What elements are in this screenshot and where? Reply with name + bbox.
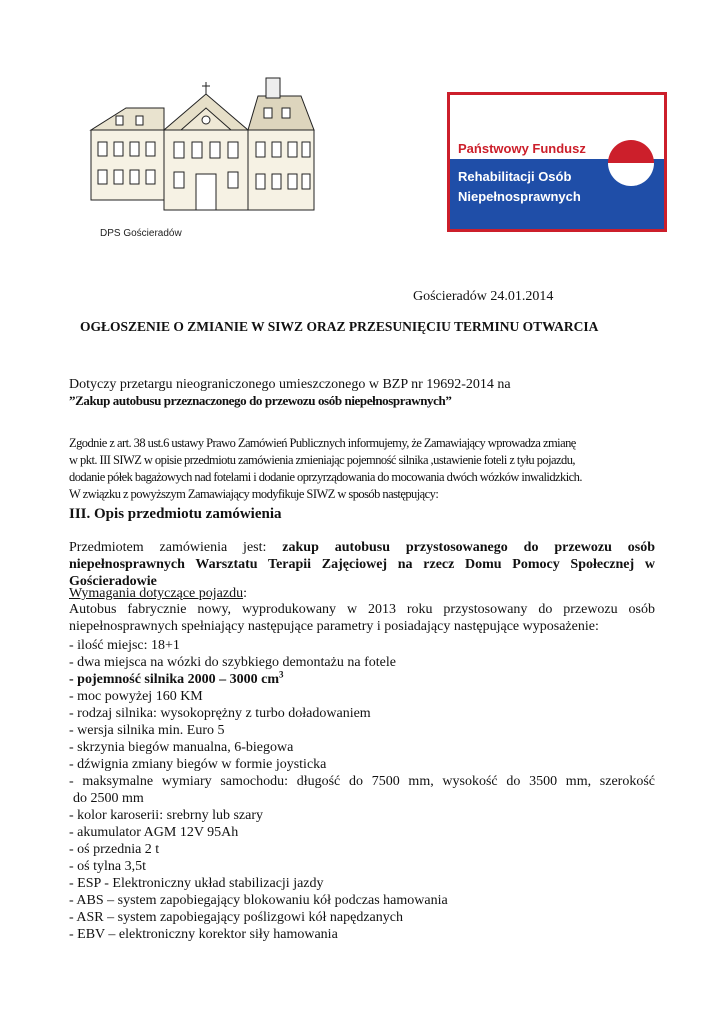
section-title: III. Opis przedmiotu zamówienia [69, 506, 282, 522]
list-item: do 2500 mm [73, 791, 144, 806]
notice-line: Zgodnie z art. 38 ust.6 ustawy Prawo Zamówień Publicznych informujemy, że Zamawiający wprowadza zmianę [69, 436, 576, 450]
list-item: - oś tylna 3,5t [69, 859, 146, 874]
notice-line: W związku z powyższym Zamawiający modyfikuje SIWZ w sposób następujący: [69, 487, 439, 501]
notice-paragraph [69, 435, 582, 503]
subject-bold: zakup autobusu przystosowanego do przewozu osób niepełnosprawnych Warsztatu Terapii Zajęciowej na rzecz Domu Pomocy Społecznej w Gościeradowie [69, 540, 655, 589]
list-item [69, 671, 655, 688]
autobus-paragraph: Autobus fabrycznie nowy, wyprodukowany w 2013 roku przystosowany do przewozu osób niepełnosprawnych spełniający następujące parametry i posiadający następujące wyposażenie: [69, 602, 655, 634]
document-heading: OGŁOSZENIE O ZMIANIE W SIWZ ORAZ PRZESUNIĘCIU TERMINU OTWARCIA [80, 319, 599, 334]
subject-prefix: Przedmiotem zamówienia jest: [69, 540, 283, 555]
engine-capacity: - pojemność silnika 2000 – 3000 cm [69, 672, 279, 687]
list-item: - ASR – system zapobiegający poślizgowi kół napędzanych [69, 910, 403, 925]
list-item: - oś przednia 2 t [69, 842, 160, 857]
notice-line: dodanie półek bagażowych nad fotelami i dodanie oprzyrządowania do mocowania dwóch wózków inwalidzkich. [69, 470, 582, 484]
list-item: - ESP - Elektroniczny układ stabilizacji jazdy [69, 876, 324, 891]
pfron-emblem-icon [608, 140, 654, 186]
list-item: - wersja silnika min. Euro 5 [69, 723, 225, 738]
list-item: - maksymalne wymiary samochodu: długość do 7500 mm, wysokość do 3500 mm, szerokość [69, 774, 655, 789]
list-item: - rodzaj silnika: wysokoprężny z turbo doładowaniem [69, 706, 371, 721]
subject-paragraph [69, 539, 655, 590]
list-item: - ABS – system zapobiegający blokowaniu kół podczas hamowania [69, 893, 448, 908]
list-item: - dźwignia zmiany biegów w formie joysticka [69, 757, 327, 772]
list-item: - EBV – elektroniczny korektor siły hamowania [69, 927, 338, 942]
requirements-label-text: Wymagania dotyczące pojazdu [69, 586, 244, 601]
pfron-line-1: Państwowy Fundusz [458, 141, 586, 156]
list-item: - kolor karoserii: srebrny lub szary [69, 808, 263, 823]
engine-unit-sup: 3 [279, 669, 284, 680]
pfron-line-2: Rehabilitacji Osób [458, 169, 572, 184]
pfron-logo [447, 92, 667, 232]
list-item: - dwa miejsca na wózki do szybkiego demontażu na fotele [69, 655, 396, 670]
requirements-list [69, 637, 655, 943]
document-date: Gościeradów 24.01.2014 [413, 289, 554, 304]
building-illustration [86, 38, 320, 238]
list-item: - skrzynia biegów manualna, 6-biegowa [69, 740, 294, 755]
requirements-colon: : [243, 586, 247, 601]
tender-title: ”Zakup autobusu przeznaczonego do przewozu osób niepełnosprawnych” [69, 393, 452, 408]
dps-caption: DPS Gościeradów [100, 228, 182, 239]
intro-line: Dotyczy przetargu nieograniczonego umieszczonego w BZP nr 19692-2014 na [69, 377, 511, 392]
pfron-line-3: Niepełnosprawnych [458, 189, 581, 204]
requirements-label [69, 585, 247, 602]
notice-line: w pkt. III SIWZ w opisie przedmiotu zamówienia zmieniając pojemność silnika ,ustawienie foteli z tyłu pojazdu, [69, 453, 576, 467]
list-item: - ilość miejsc: 18+1 [69, 638, 180, 653]
list-item: - akumulator AGM 12V 95Ah [69, 825, 239, 840]
list-item: - moc powyżej 160 KM [69, 689, 203, 704]
dps-building-logo [86, 38, 320, 246]
